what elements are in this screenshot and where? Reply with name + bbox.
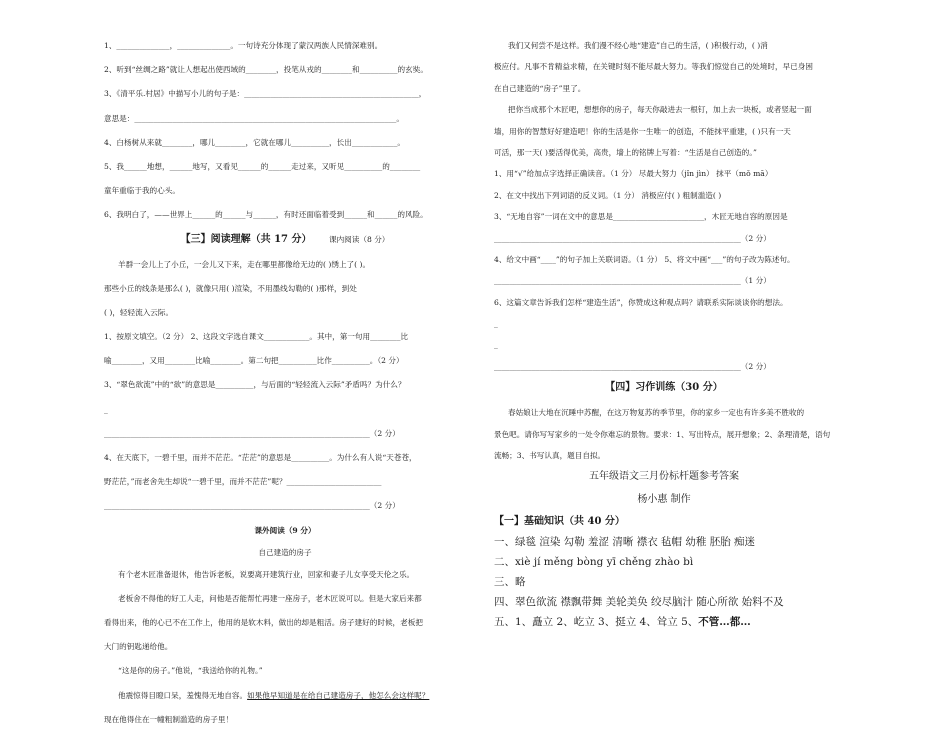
left-column	[104, 40, 466, 738]
story-para-2-line-3: 大门的钥匙递给他。	[104, 642, 173, 652]
section-3-heading	[104, 234, 466, 247]
extra-reading-title: 课外阅读（9 分）	[254, 525, 316, 535]
writing-prompt-line-1: 春姑娘让大地在沉睡中苏醒，在这万物复苏的季节里，你的家乡一定也有许多美不胜收的	[508, 408, 805, 418]
story-q6: 6、这篇文章告诉我们怎样“建造生活”，你赞成这种观点吗？请联系实际谈谈你的想法。	[494, 297, 788, 307]
answer-5-text: 五、1、矗立 2、屹立 3、挺立 4、耸立 5、	[494, 616, 699, 629]
story-para-6-line-3: 可活，那一天( )要活得优美，高贵，墙上的铭牌上写着：“生活是自己创造的。”	[494, 147, 757, 157]
answer-1: 一、绿毯 渲染 勾勒 羞涩 清晰 襟衣 毡帽 幼稚 胚胎 痴迷	[494, 536, 756, 549]
reading-q4-line-1: 4、在天底下，一碧千里，而并不茫茫。“茫茫”的意思是__________。为什么有人说“天苍苍，	[104, 453, 417, 462]
story-para-6-line-2: 墙，用你的智慧好好建造吧！你的生活是你一生唯一的创造，不能抹平重建，( )只有一天	[494, 126, 791, 136]
story-para-3: “这是你的房子。”他说，“我送给你的礼物。”	[118, 666, 263, 676]
right-column	[494, 40, 834, 637]
story-para-5-line-2: 极应付。凡事不肯精益求精，在关键时刻不能尽最大努力。等我们惊觉自己的处境时，早已身困	[494, 62, 813, 72]
answer-5-bold: 不管…都…	[698, 616, 751, 629]
story-q5-answer-line: _________________________________________________________________（1 分）	[494, 276, 771, 286]
story-q3: 3、“无地自容”一词在文中的意思是________________________，木匠无地自容的原因是	[494, 212, 788, 222]
reading-q3-dash: _	[104, 404, 108, 414]
question-3-line-2: 意思是：_____________________________________________________________________。	[104, 113, 404, 123]
story-para-2-line-1: 老板舍不得他的好工人走，问他是否能帮忙再建一座房子，老木匠说可以。但是大家后来都	[118, 593, 422, 603]
section-3-title: 【三】阅读理解（共 17 分）	[180, 233, 312, 245]
answer-3: 三、略	[494, 576, 526, 589]
story-q6-dash-1: _	[494, 319, 498, 329]
passage-1-line-2: 那些小丘的线条是那么( )，就像只用( )渲染，不用墨线勾勒的( )那样，到处	[104, 283, 357, 293]
writing-prompt-line-2: 景色吧。请你写写家乡的一处令你难忘的景物。要求：1、写出特点，展开想象；2、条理清楚，语句	[494, 429, 831, 439]
story-para-4-line-1	[104, 690, 466, 701]
story-q6-dash-2: _	[494, 340, 498, 350]
question-2: 2、听到“丝绸之路”就让人想起出使西域的________，投笔从戎的________和__________的玄奘。	[104, 65, 428, 75]
question-3-line-1: 3、《清平乐.村居》中描写小儿的句子是：______________________________________________，	[104, 89, 427, 99]
story-q6-answer-line: _________________________________________________________________（2 分）	[494, 361, 771, 371]
answer-section-1-heading: 【一】基础知识（共 40 分）	[494, 516, 625, 528]
reading-q3-answer-line: ______________________________________________________________________（2 分）	[104, 428, 400, 438]
story-q4-q5: 4、给文中画“____”的句子加上关联词语。（1 分） 5、将文中画“___”的句子改为陈述句。	[494, 254, 795, 264]
answer-2: 二、xiè jí měng bòng yī chěng zhào bì	[494, 556, 694, 569]
section-4-title: 【四】习作训练（30 分）	[605, 382, 723, 394]
question-1: 1、______________，______________。一句诗充分体现了蒙汉两族人民情深难别。	[104, 41, 383, 50]
answer-4: 四、翠色欲流 襟飘带舞 美轮美奂 绞尽脑汁 随心所欲 始料不及	[494, 596, 784, 609]
answer-key-title: 五年级语文三月份标杆题参考答案	[589, 471, 739, 483]
question-6: 6、我明白了，——世界上______的______与______，有时还面临着受到______和______的风险。	[104, 210, 428, 220]
story-para-1: 有个老木匠准备退休，他告诉老板，说要离开建筑行业，回家和妻子儿女享受天伦之乐。	[118, 569, 415, 579]
passage-1-line-3: ( )，轻轻流入云际。	[104, 307, 174, 317]
answer-5	[494, 617, 834, 631]
answer-key-author: 杨小惠 制作	[637, 494, 691, 506]
story-para-6-line-1: 把你当成那个木匠吧，想想你的房子，每天你敲进去一根钉，加上去一块板，或者竖起一面	[508, 105, 812, 115]
reading-q4-line-2: 野茫茫，”而老舍先生却说“一碧千里，而并不茫茫”呢？_________________________	[104, 477, 382, 487]
question-4: 4、白杨树从来就________，哪儿________，它就在哪儿__________，长出____________。	[104, 137, 405, 147]
story-para-5-line-3: 在自己建造的“房子”里了。	[494, 83, 586, 93]
underlined-sentence: 如果他早知道是在给自己建造房子，他怎么会这样呢？	[247, 690, 430, 700]
writing-prompt-line-3: 流畅；3、书写认真，题目自拟。	[494, 451, 606, 461]
story-q2: 2、在文中找出下列词语的反义词。（1 分） 消极应付( ) 粗制滥造( )	[494, 190, 722, 200]
story-para-4-text: 他震惊得目瞪口呆，羞愧得无地自容。	[118, 690, 248, 700]
reading-q4-answer-line: ______________________________________________________________________（2 分）	[104, 501, 400, 511]
story-title: 自己建造的房子	[258, 547, 312, 557]
story-q3-answer-line: _________________________________________________________________（2 分）	[494, 233, 771, 243]
story-para-5-line-1: 我们又何尝不是这样。我们漫不经心地“建造”自己的生活，( )积极行动，( )消	[508, 41, 768, 50]
story-q1: 1、用“√”给加点字选择正确读音。（1 分） 尽最大努力（jǐn jìn） 抹平（mǒ mā）	[494, 169, 773, 179]
question-5-line-1: 5、我______地想，______地写，又看见______的______走过来，又听见__________的________	[104, 161, 421, 171]
story-para-4-line-2: 现在他得住在一幢粗制滥造的房子里！	[104, 714, 234, 724]
section-3-subtitle: 课内阅读（8 分）	[328, 234, 390, 244]
reading-q1-q2: 1、按原文填空。（2 分） 2、这段文字选自课文____________。其中，第一句用________比	[104, 332, 409, 342]
story-para-2-line-2: 看得出来，他的心已不在工作上，他用的是软木料，做出的却是粗活。房子建好的时候，老板把	[104, 617, 423, 627]
question-5-line-2: 童年重临于我的心头。	[104, 186, 180, 196]
reading-q3: 3、“翠色欲流”中的“欲”的意思是__________，与后面的“轻轻流入云际”矛盾吗？为什么？	[104, 380, 406, 390]
passage-1-line-1: 羊群一会儿上了小丘，一会儿又下来，走在哪里都像给无边的( )绣上了( )。	[118, 259, 371, 269]
reading-q2-cont: 喻________，又用________比喻________。第二句把__________比作__________。（2 分）	[104, 356, 404, 366]
